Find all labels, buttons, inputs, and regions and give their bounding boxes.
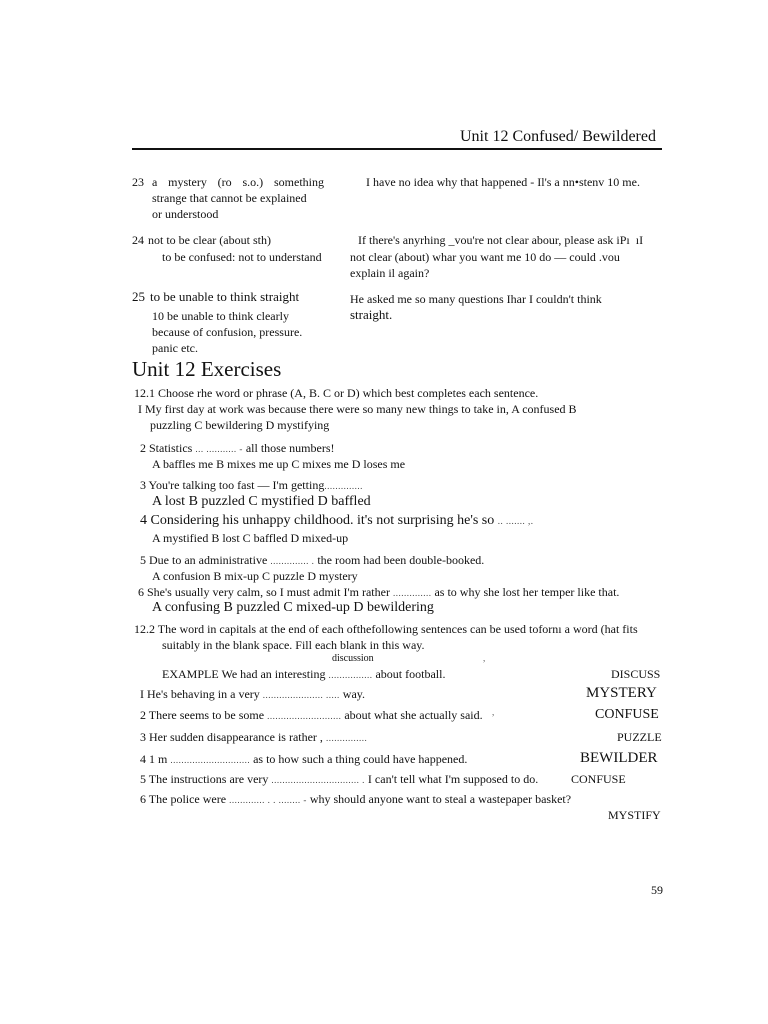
item-text: 6 The police were — [140, 792, 227, 806]
question-text: 2 Statistics — [140, 441, 193, 455]
question-text: 5 Due to an administrative — [140, 553, 268, 567]
capital-word: MYSTERY — [586, 685, 657, 701]
entry-term-line: or understood — [152, 207, 219, 221]
exercise-options: A lost B puzzled C mystified D baffled — [152, 494, 371, 509]
entry-number: 23 — [132, 175, 144, 189]
item-tail: about what she actually said. — [341, 708, 483, 722]
answer-blank[interactable]: .............. — [392, 588, 432, 598]
answer-blank[interactable]: .. ....... ,. — [497, 516, 534, 526]
answer-blank[interactable]: .............. — [324, 481, 363, 491]
answer-blank[interactable]: ...................... ..... — [262, 690, 340, 700]
word-formation-item — [140, 686, 365, 703]
exercise-options: A confusion B mix-up C puzzle D mystery — [152, 569, 358, 583]
question-tail: all those numbers! — [242, 441, 335, 455]
entry-term-line: not to be clear (about sth) — [148, 233, 271, 247]
page-header-title: Unit 12 Confused/ Bewildered — [460, 128, 656, 145]
answer-blank[interactable]: ............................. — [170, 755, 251, 765]
entry-example-line: straight. — [350, 307, 393, 322]
item-tail: way. — [339, 687, 366, 701]
item-text: 4 1 m — [140, 752, 168, 766]
entry-number: 25 — [132, 289, 145, 304]
exercise-options: A mystified B lost C baffled D mixed-up — [152, 531, 349, 545]
entry-number: 24 — [132, 233, 144, 247]
question-tail: the room had been double-booked. — [314, 553, 485, 567]
answer-blank[interactable]: ................................ . — [271, 775, 365, 785]
answer-blank[interactable]: ............. . . ........ - — [229, 795, 307, 805]
exercise-instruction: 12.1 Choose rhe word or phrase (A, B. C or D) which best completes each sentence. — [134, 386, 539, 400]
capital-word: BEWILDER — [580, 750, 658, 766]
exercise-question — [140, 552, 484, 569]
entry-example-line: He asked me so many questions Ihar I couldn't think — [350, 292, 602, 306]
entry-example-line: If there's anyrhing _vou're not clear abour, please ask iPı ıI — [358, 233, 644, 247]
example-sentence — [162, 666, 445, 683]
word-formation-item — [140, 707, 483, 724]
item-tail: why should anyone want to steal a wastepaper basket? — [306, 792, 572, 806]
exercise-question — [140, 477, 363, 494]
capital-word: PUZZLE — [617, 730, 662, 744]
answer-blank[interactable]: ............... — [325, 733, 368, 743]
page-number: 59 — [651, 883, 663, 897]
item-text: I He's behaving in a very — [140, 687, 260, 701]
question-tail: as to why she lost her temper like that. — [431, 585, 620, 599]
example-answer: discussion — [332, 653, 374, 664]
capital-word: DISCUSS — [611, 667, 661, 681]
exercises-title: Unit 12 Exercises — [132, 357, 282, 381]
exercise-options: puzzling C bewildering D mystifying — [150, 418, 330, 432]
entry-term-line: to be confused: not to understand — [162, 250, 322, 264]
exercise-question: I My first day at work was because there were so many new things to take in, A confused B — [138, 402, 577, 416]
entry-term-line: strange that cannot be explained — [152, 191, 307, 205]
answer-blank[interactable]: ... ........... - — [195, 444, 243, 454]
exercise-question — [140, 512, 534, 530]
item-text: 5 The instructions are very — [140, 772, 269, 786]
entry-example-line: not clear (about) whar you want me 10 do — could .vou — [350, 250, 620, 264]
entry-term-line: because of confusion, pressure. — [152, 325, 303, 339]
word-formation-item — [140, 729, 367, 746]
entry-term-line: 10 be unable to think clearly — [152, 309, 289, 323]
answer-blank[interactable]: ........................... — [267, 711, 342, 721]
answer-blank[interactable]: .............. . — [270, 556, 315, 566]
word-formation-item — [140, 791, 571, 808]
question-text: 4 Considering his unhappy childhood. it's not surprising he's so — [140, 513, 495, 528]
item-tail: as to how such a thing could have happened. — [250, 752, 468, 766]
entry-term-line: to be unable to think straight — [150, 289, 300, 304]
entry-term-line: panic etc. — [152, 341, 198, 355]
exercise-instruction: suitably in the blank space. Fill each blank in this way. — [162, 638, 425, 652]
capital-word: CONFUSE — [595, 707, 659, 722]
entry-example-line: I have no idea why that happened - Il's a nn•stenv 10 me. — [366, 175, 640, 189]
stray-mark: , — [492, 707, 495, 717]
capital-word: MYSTIFY — [608, 808, 661, 822]
example-text: EXAMPLE We had an interesting — [162, 667, 326, 681]
entry-example-line: explain il again? — [350, 266, 430, 280]
header-rule — [132, 148, 662, 150]
example-comma: , — [483, 653, 486, 663]
word-formation-item — [140, 771, 538, 788]
question-text: 3 You're talking too fast — I'm getting — [140, 478, 325, 492]
exercise-options: A confusing B puzzled C mixed-up D bewildering — [152, 600, 434, 615]
exercise-question — [140, 440, 335, 457]
exercise-instruction: 12.2 The word in capitals at the end of each ofthefollowing sentences can be used tofornı a word (hat fits — [134, 622, 638, 636]
example-tail: about football. — [372, 667, 446, 681]
example-blank: ................ — [328, 670, 373, 680]
capital-word: CONFUSE — [571, 772, 626, 786]
item-text: 3 Her sudden disappearance is rather , — [140, 730, 323, 744]
word-formation-item — [140, 751, 467, 768]
question-text: 6 She's usually very calm, so I must admit I'm rather — [138, 585, 390, 599]
entry-term-line: a mystery (ro s.o.) something — [152, 175, 324, 189]
item-text: 2 There seems to be some — [140, 708, 265, 722]
item-tail: I can't tell what I'm supposed to do. — [364, 772, 539, 786]
exercise-options: A baffles me B mixes me up C mixes me D loses me — [152, 457, 406, 471]
